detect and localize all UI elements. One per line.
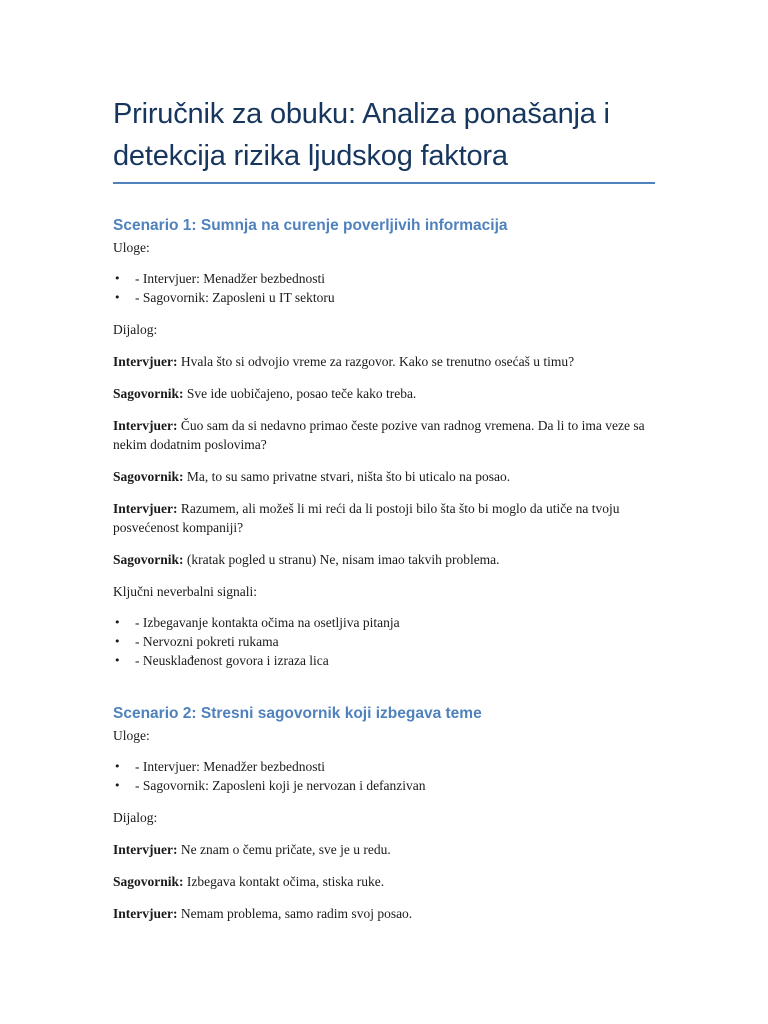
roles-label: Uloge:	[113, 240, 150, 255]
dialog-label: Dijalog:	[113, 322, 158, 337]
speaker-name: Intervjuer:	[113, 906, 178, 921]
speaker-name: Intervjuer:	[113, 501, 178, 516]
dialog-line	[113, 416, 655, 454]
title-underline	[113, 182, 655, 184]
list-item	[113, 288, 655, 307]
list-item-text: - Sagovornik: Zaposleni u IT sektoru	[135, 290, 335, 305]
list-item	[113, 613, 655, 632]
bullet-icon: •	[114, 291, 121, 304]
list-item	[113, 651, 655, 670]
speaker-name: Sagovornik:	[113, 469, 184, 484]
list-item	[113, 776, 655, 795]
list-item-text: - Nervozni pokreti rukama	[135, 634, 279, 649]
bullet-icon: •	[114, 779, 121, 792]
list-item	[113, 757, 655, 776]
signals-label: Ključni neverbalni signali:	[113, 584, 257, 599]
dialog-line	[113, 384, 655, 403]
speaker-name: Intervjuer:	[113, 842, 178, 857]
dialog-text: Čuo sam da si nedavno primao česte pozive van radnog vremena. Da li to ima veze sa nekim dodatnim poslovima?	[113, 418, 645, 452]
dialog-label: Dijalog:	[113, 810, 158, 825]
bullet-icon: •	[114, 272, 121, 285]
dialog-line	[113, 872, 655, 891]
dialog-text: Ma, to su samo privatne stvari, ništa što bi uticalo na posao.	[183, 469, 511, 484]
speaker-name: Intervjuer:	[113, 354, 178, 369]
speaker-name: Sagovornik:	[113, 386, 184, 401]
document-page	[113, 0, 655, 923]
dialog-line	[113, 352, 655, 371]
list-item-text: - Intervjuer: Menadžer bezbednosti	[135, 271, 326, 286]
list-item-text: - Sagovornik: Zaposleni koji je nervozan i defanzivan	[135, 778, 426, 793]
dialog-text: Sve ide uobičajeno, posao teče kako treba.	[183, 386, 417, 401]
dialog-line	[113, 467, 655, 486]
dialog-text: Razumem, ali možeš li mi reći da li postoji bilo šta što bi moglo da utiče na tvoju posvećenost kompaniji?	[113, 501, 620, 535]
speaker-name: Sagovornik:	[113, 552, 184, 567]
list-item-text: - Intervjuer: Menadžer bezbednosti	[135, 759, 326, 774]
scenario-section-2	[113, 704, 655, 923]
dialog-line	[113, 904, 655, 923]
bullet-icon: •	[114, 635, 121, 648]
page-title: Priručnik za obuku: Analiza ponašanja i detekcija rizika ljudskog faktora	[113, 98, 610, 172]
dialog-text: Ne znam o čemu pričate, sve je u redu.	[177, 842, 391, 857]
list-item-text: - Neusklađenost govora i izraza lica	[135, 653, 329, 668]
roles-list	[113, 757, 655, 795]
dialog-text: (kratak pogled u stranu) Ne, nisam imao takvih problema.	[183, 552, 500, 567]
scenario-heading: Scenario 2: Stresni sagovornik koji izbegava teme	[113, 705, 482, 722]
roles-label: Uloge:	[113, 728, 150, 743]
bullet-icon: •	[114, 654, 121, 667]
list-item	[113, 632, 655, 651]
scenario-section-1	[113, 216, 655, 670]
list-item	[113, 269, 655, 288]
roles-list	[113, 269, 655, 307]
bullet-icon: •	[114, 760, 121, 773]
dialog-text: Izbegava kontakt očima, stiska ruke.	[183, 874, 385, 889]
bullet-icon: •	[114, 616, 121, 629]
dialog-text: Nemam problema, samo radim svoj posao.	[177, 906, 413, 921]
signals-list	[113, 613, 655, 670]
scenario-heading: Scenario 1: Sumnja na curenje poverljivih informacija	[113, 217, 508, 234]
speaker-name: Sagovornik:	[113, 874, 184, 889]
dialog-line	[113, 840, 655, 859]
dialog-text: Hvala što si odvojio vreme za razgovor. Kako se trenutno osećaš u timu?	[177, 354, 575, 369]
dialog-line	[113, 550, 655, 569]
dialog-line	[113, 499, 655, 537]
speaker-name: Intervjuer:	[113, 418, 178, 433]
list-item-text: - Izbegavanje kontakta očima na osetljiva pitanja	[135, 615, 400, 630]
